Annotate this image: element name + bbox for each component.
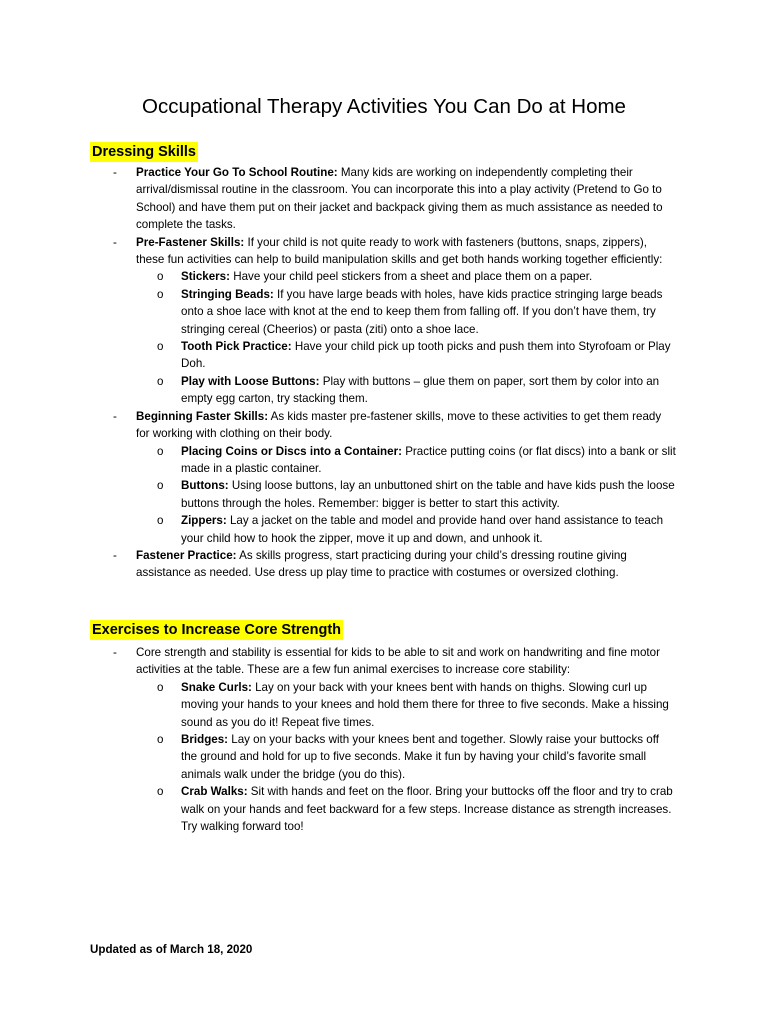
dash-marker: - [113, 166, 117, 179]
page-title: Occupational Therapy Activities You Can Do at Home [142, 95, 626, 118]
dash-marker: - [113, 548, 117, 562]
subitem-label: Tooth Pick Practice: [181, 340, 292, 354]
subitem-label: Stickers: [181, 270, 230, 284]
item-label: Beginning Faster Skills: [136, 409, 269, 423]
subitem-text: If you have large beads with holes, have kids practice stringing large beads onto a shoe lace with knot at the end to keep them from falling off. If you don’t have them, try stringing cereal (Cheerios) or pasta (ziti) onto a shoe lace. [181, 287, 663, 336]
item-text: As skills progress, start practicing during your child’s dressing routine giving assistance as needed. Use dress up play time to practice with costumes or oversized clothing. [136, 548, 627, 580]
subitem-label: Zippers: [181, 514, 227, 528]
circle-bullet: o [157, 340, 164, 354]
subitem-text: Play with buttons – glue them on paper, sort them by color into an empty egg carton, try stacking them. [181, 374, 660, 406]
subitem-label: Placing Coins or Discs into a Container: [181, 444, 402, 458]
item-label: Pre-Fastener Skills: [136, 235, 245, 249]
item-text: As kids master pre-fastener skills, move to these activities to get them ready for working with clothing on their body. [136, 409, 662, 441]
subitem-text: Practice putting coins (or flat discs) into a bank or slit made in a plastic container. [181, 444, 676, 475]
circle-bullet: o [157, 479, 164, 493]
item-label: Practice Your Go To School Routine: [136, 166, 338, 179]
subitem-text: Lay on your backs with your knees bent and together. Slowly raise your buttocks off the ground and hold for up to five seconds. Make it fun by having your child’s favorite small animals walk under the bridge (you do this). [181, 733, 659, 781]
sub-list-item [0, 268, 768, 285]
subitem-text: Lay on your back with your knees bent with hands on thighs. Slowing curl up moving your hands to your knees and hold them there for three to five seconds. Make a hissing sound as you do it! Repeat five times. [181, 680, 669, 729]
circle-bullet: o [157, 733, 164, 747]
subitem-text: Sit with hands and feet on the floor. Bring your buttocks off the floor and try to crab walk on your hands and feet backward for a few steps. Increase distance as strength increases. Try walking forward too! [181, 785, 673, 834]
dash-marker: - [113, 409, 117, 423]
circle-bullet: o [157, 287, 164, 301]
list-item [0, 547, 768, 582]
subitem-label: Play with Loose Buttons: [181, 374, 320, 388]
item-text: If your child is not quite ready to work with fasteners (buttons, snaps, zippers), these fun activities can help to build manipulation skills and get both hands working together efficiently: [136, 235, 663, 267]
circle-bullet: o [157, 680, 164, 694]
list-item [0, 164, 768, 234]
circle-bullet: o [157, 514, 164, 528]
sub-list-item [0, 443, 768, 478]
circle-bullet: o [157, 270, 164, 284]
sub-list-item [0, 679, 768, 731]
subitem-label: Snake Curls: [181, 680, 252, 694]
list-item [0, 644, 768, 679]
core-strength-list [0, 644, 768, 835]
sub-list-item [0, 373, 768, 408]
subitem-text: Lay a jacket on the table and model and provide hand over hand assistance to teach your child how to hook the zipper, move it up and down, and unhook it. [181, 514, 664, 545]
subitem-text: Using loose buttons, lay an unbuttoned shirt on the table and have kids push the loose buttons through the holes. Remember: bigger is better to start this activity. [181, 479, 675, 510]
dash-marker: - [113, 235, 117, 249]
list-item [0, 234, 768, 269]
circle-bullet: o [157, 444, 164, 458]
item-text: Core strength and stability is essential for kids to be able to sit and work on handwriting and fine motor activities at the table. These are a few fun animal exercises to increase core stability: [136, 646, 660, 677]
section-heading-dressing-skills: Dressing Skills [92, 144, 196, 160]
dressing-skills-list [0, 164, 768, 582]
sub-list-item [0, 783, 768, 835]
sub-list-item [0, 731, 768, 783]
subitem-text: Have your child peel stickers from a sheet and place them on a paper. [229, 270, 593, 284]
subitem-label: Buttons: [181, 479, 229, 493]
subitem-text: Have your child pick up tooth picks and push them into Styrofoam or Play Doh. [181, 340, 671, 371]
circle-bullet: o [157, 785, 164, 799]
subitem-label: Bridges: [181, 733, 229, 747]
footer-updated-date: Updated as of March 18, 2020 [90, 943, 253, 956]
item-text: Many kids are working on independently completing their arrival/dismissal routine in the classroom. You can incorporate this into a play activity (Pretend to Go to School) and have them put on their jacket and backpack giving them as much assistance as needed to complete the tasks. [136, 166, 663, 232]
item-label: Fastener Practice: [136, 548, 237, 562]
dash-marker: - [113, 646, 117, 659]
sub-list-item [0, 512, 768, 547]
subitem-label: Stringing Beads: [181, 287, 274, 301]
sub-list-item [0, 477, 768, 512]
section-heading-core-strength: Exercises to Increase Core Strength [92, 622, 342, 638]
list-item [0, 408, 768, 443]
sub-list-item [0, 338, 768, 373]
circle-bullet: o [157, 374, 164, 388]
sub-list-item [0, 286, 768, 338]
subitem-label: Crab Walks: [181, 785, 248, 799]
